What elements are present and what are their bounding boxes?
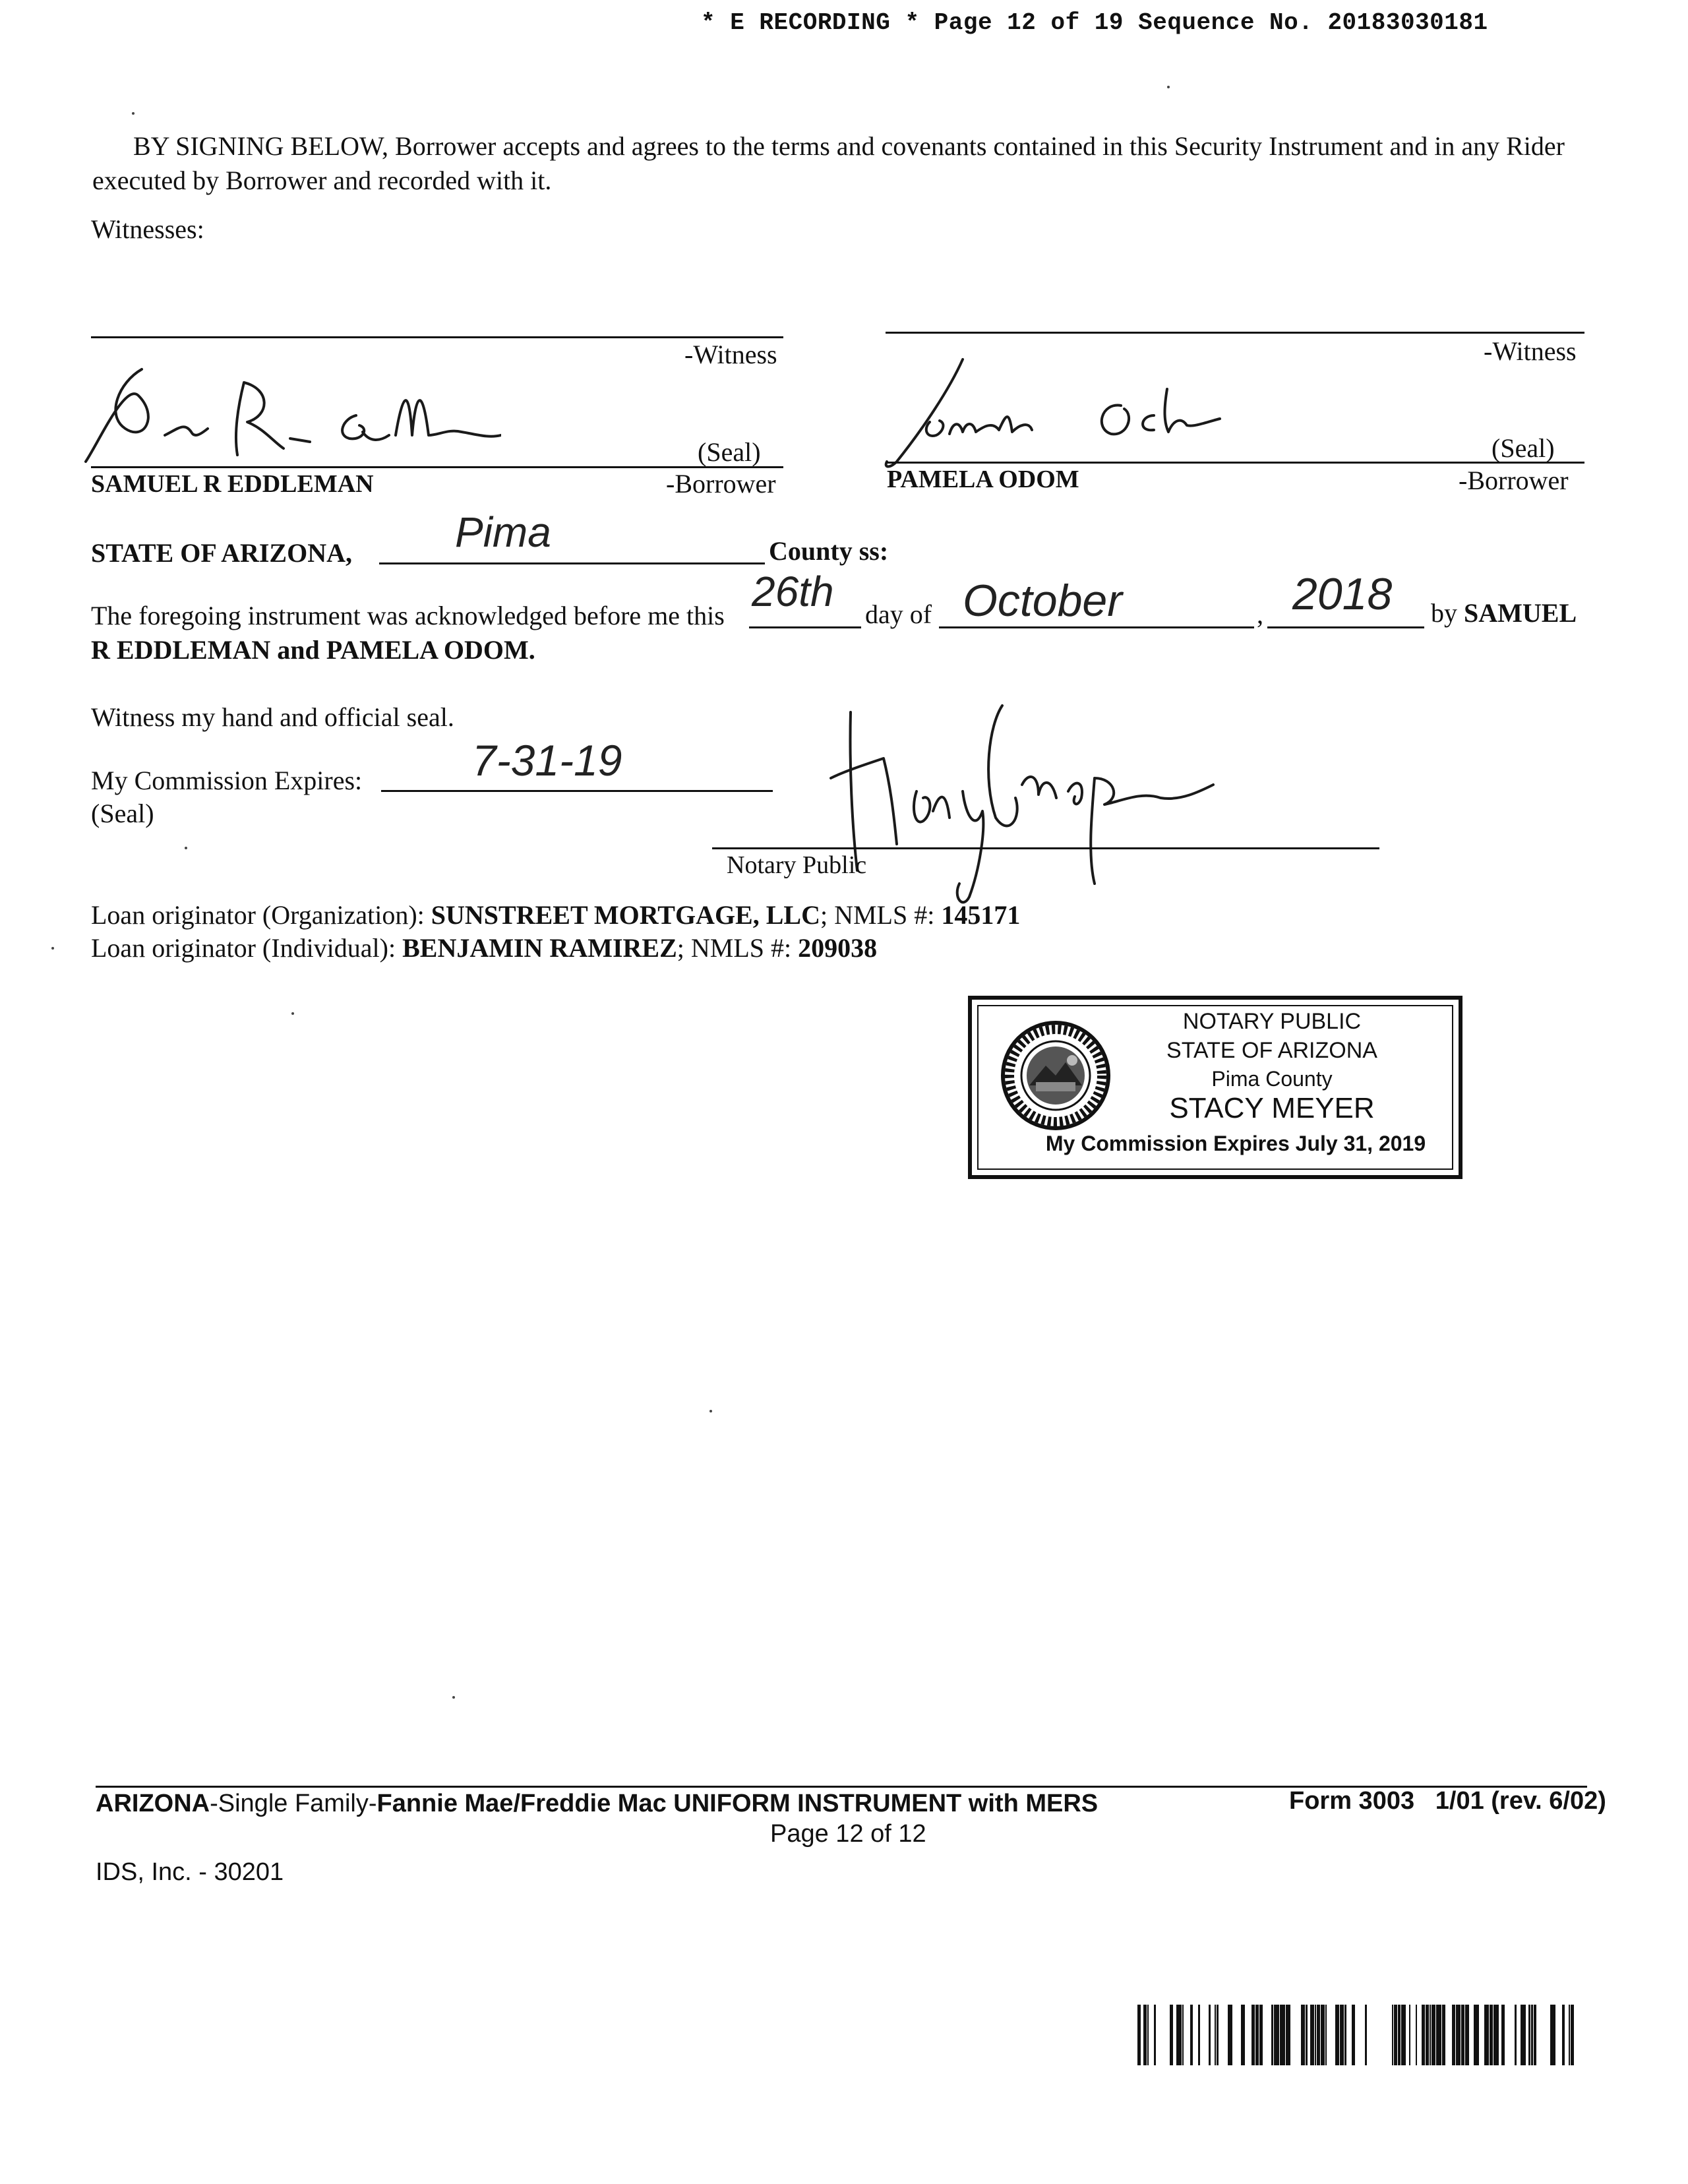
barcode-bar xyxy=(1344,2005,1346,2065)
right-witness-label: -Witness xyxy=(1484,336,1577,366)
barcode-bar xyxy=(1571,2005,1574,2065)
barcode-bar xyxy=(1241,2005,1245,2065)
barcode-bar xyxy=(1143,2005,1147,2065)
barcode-bar xyxy=(1432,2005,1435,2065)
barcode-bar xyxy=(1176,2005,1182,2065)
barcode-bar xyxy=(1493,2005,1499,2065)
barcode-bar xyxy=(1430,2005,1431,2065)
intro-paragraph xyxy=(92,129,1589,198)
footer-vendor: IDS, Inc. - 30201 xyxy=(96,1858,284,1886)
witnesses-label: Witnesses: xyxy=(91,214,204,244)
notary-signature-line xyxy=(712,847,1379,849)
barcode-bar xyxy=(1286,2005,1290,2065)
scan-speck xyxy=(51,947,54,950)
barcode-bar xyxy=(1251,2005,1255,2065)
intro-paragraph-text: BY SIGNING BELOW, Borrower accepts and agrees to the terms and covenants contained in this Security Instrument and in any Rider executed by Borrower and recorded with it. xyxy=(92,131,1565,195)
loan-originator-ind-label: Loan originator (Individual): xyxy=(91,933,396,963)
day-of-label: day of xyxy=(865,599,932,629)
barcode-icon xyxy=(1137,2005,1586,2065)
footer-page-label: Page 12 of 12 xyxy=(770,1820,926,1848)
barcode-bar xyxy=(1306,2005,1308,2065)
barcode-bar xyxy=(1271,2005,1273,2065)
borrower-1-name: SAMUEL R EDDLEMAN xyxy=(91,470,374,498)
barcode-bar xyxy=(1490,2005,1493,2065)
barcode-bar xyxy=(1352,2005,1355,2065)
commission-handwritten: 7-31-19 xyxy=(472,736,622,785)
commission-label: My Commission Expires: xyxy=(91,766,363,795)
loan-originator-ind-name: BENJAMIN RAMIREZ xyxy=(402,933,677,963)
barcode-bar xyxy=(1340,2005,1344,2065)
barcode-bar xyxy=(1474,2005,1479,2065)
barcode-bar xyxy=(1182,2005,1184,2065)
barcode-bar xyxy=(1209,2005,1211,2065)
scan-speck xyxy=(132,112,135,115)
borrower-2-seal: (Seal) xyxy=(1492,433,1555,463)
loan-originator-org xyxy=(91,899,1020,930)
notary-signature xyxy=(811,686,1220,910)
barcode-bar xyxy=(1170,2005,1173,2065)
barcode-bar xyxy=(1515,2005,1517,2065)
barcode-bar xyxy=(1409,2005,1410,2065)
barcode-bar xyxy=(1528,2005,1530,2065)
footer-title-plain1: -Single Family- xyxy=(210,1790,377,1817)
borrower-2-label: -Borrower xyxy=(1459,466,1569,495)
barcode-bar xyxy=(1531,2005,1533,2065)
footer-title-bold1: ARIZONA xyxy=(96,1790,210,1817)
barcode-bar xyxy=(1255,2005,1259,2065)
arizona-state-seal-icon xyxy=(1000,1019,1112,1132)
scan-speck xyxy=(291,1012,294,1015)
scan-speck xyxy=(185,847,187,849)
left-witness-label: -Witness xyxy=(684,340,777,369)
recording-header: * E RECORDING * Page 12 of 19 Sequence No. 20183030181 xyxy=(701,9,1488,36)
scan-speck xyxy=(1167,86,1170,88)
witness-hand-text: Witness my hand and official seal. xyxy=(91,702,454,732)
barcode-bar xyxy=(1569,2005,1570,2065)
notary-stamp-line4: STACY MEYER xyxy=(1169,1092,1375,1124)
loan-originator-org-nmls: 145171 xyxy=(941,900,1021,930)
barcode-bar xyxy=(1365,2005,1367,2065)
county-handwritten: Pima xyxy=(455,508,551,556)
barcode-bar xyxy=(1147,2005,1149,2065)
barcode-bar xyxy=(1501,2005,1505,2065)
barcode-bar xyxy=(1280,2005,1285,2065)
by-names-line1: SAMUEL xyxy=(1464,598,1577,628)
scan-speck xyxy=(709,1410,712,1412)
by-label: by xyxy=(1431,598,1457,628)
by-names-line2: R EDDLEMAN and PAMELA ODOM. xyxy=(91,635,535,665)
barcode-bar xyxy=(1228,2005,1232,2065)
loan-originator-org-label: Loan originator (Organization): xyxy=(91,900,425,930)
barcode-bar xyxy=(1274,2005,1279,2065)
barcode-bar xyxy=(1461,2005,1464,2065)
year-line xyxy=(1267,626,1424,628)
notary-stamp-line1: NOTARY PUBLIC xyxy=(1182,1009,1362,1034)
barcode-bar xyxy=(1452,2005,1455,2065)
notary-stamp-line2: STATE OF ARIZONA xyxy=(1166,1038,1377,1063)
loan-originator-ind xyxy=(91,932,877,963)
barcode-bar xyxy=(1301,2005,1305,2065)
barcode-bar xyxy=(1190,2005,1193,2065)
barcode-bar xyxy=(1465,2005,1469,2065)
borrower-1-label: -Borrower xyxy=(666,469,776,499)
barcode-bar xyxy=(1392,2005,1393,2065)
barcode-bar xyxy=(1321,2005,1325,2065)
loan-originator-ind-nmls-label: ; NMLS #: xyxy=(677,933,792,963)
barcode-bar xyxy=(1317,2005,1320,2065)
footer-form-number: Form 3003 1/01 (rev. 6/02) xyxy=(1289,1787,1606,1815)
footer-title xyxy=(96,1790,1098,1818)
comma: , xyxy=(1257,599,1263,629)
month-line xyxy=(939,626,1254,628)
barcode-bar xyxy=(1422,2005,1425,2065)
barcode-bar xyxy=(1521,2005,1526,2065)
barcode-bar xyxy=(1325,2005,1327,2065)
barcode-bar xyxy=(1137,2005,1141,2065)
borrower-2-name: PAMELA ODOM xyxy=(887,466,1079,493)
borrower-1-signature xyxy=(79,356,501,475)
barcode-bar xyxy=(1215,2005,1216,2065)
notary-stamp-line3: Pima County xyxy=(1211,1067,1333,1091)
barcode-bar xyxy=(1456,2005,1461,2065)
notary-public-label: Notary Public xyxy=(727,851,867,879)
loan-originator-org-nmls-label: ; NMLS #: xyxy=(820,900,935,930)
borrower-2-signature-line xyxy=(886,462,1584,464)
barcode-bar xyxy=(1426,2005,1429,2065)
scan-speck xyxy=(452,1696,455,1699)
month-handwritten: October xyxy=(963,576,1122,626)
barcode-bar xyxy=(1398,2005,1401,2065)
commission-line xyxy=(381,790,773,792)
county-line xyxy=(379,562,765,564)
day-line xyxy=(749,626,861,628)
year-handwritten: 2018 xyxy=(1292,569,1393,619)
borrower-2-signature xyxy=(870,349,1240,475)
barcode-bar xyxy=(1401,2005,1406,2065)
barcode-bar xyxy=(1534,2005,1536,2065)
county-label: County ss: xyxy=(769,536,889,566)
barcode-bar xyxy=(1315,2005,1316,2065)
barcode-bar xyxy=(1550,2005,1555,2065)
notary-seal-label: (Seal) xyxy=(91,799,154,828)
barcode-bar xyxy=(1335,2005,1339,2065)
footer-title-bold2: Fannie Mae/Freddie Mac UNIFORM INSTRUMENT with MERS xyxy=(377,1790,1099,1817)
barcode-bar xyxy=(1217,2005,1219,2065)
barcode-bar xyxy=(1436,2005,1441,2065)
barcode-bar xyxy=(1154,2005,1156,2065)
loan-originator-org-name: SUNSTREET MORTGAGE, LLC xyxy=(431,900,820,930)
day-handwritten: 26th xyxy=(752,568,834,615)
loan-originator-ind-nmls: 209038 xyxy=(798,933,878,963)
borrower-1-seal: (Seal) xyxy=(698,437,761,467)
state-label: STATE OF ARIZONA, xyxy=(91,538,352,568)
barcode-bar xyxy=(1416,2005,1417,2065)
barcode-bar xyxy=(1442,2005,1445,2065)
foregoing-text: The foregoing instrument was acknowledged before me this xyxy=(91,601,725,630)
right-witness-line xyxy=(886,332,1584,334)
barcode-bar xyxy=(1310,2005,1314,2065)
left-witness-line xyxy=(91,336,783,338)
barcode-bar xyxy=(1394,2005,1397,2065)
barcode-bar xyxy=(1259,2005,1263,2065)
barcode-bar xyxy=(1562,2005,1565,2065)
barcode-bar xyxy=(1198,2005,1200,2065)
notary-stamp-line5: My Commission Expires July 31, 2019 xyxy=(1045,1132,1426,1155)
barcode-bar xyxy=(1484,2005,1489,2065)
notary-stamp xyxy=(968,996,1462,1179)
